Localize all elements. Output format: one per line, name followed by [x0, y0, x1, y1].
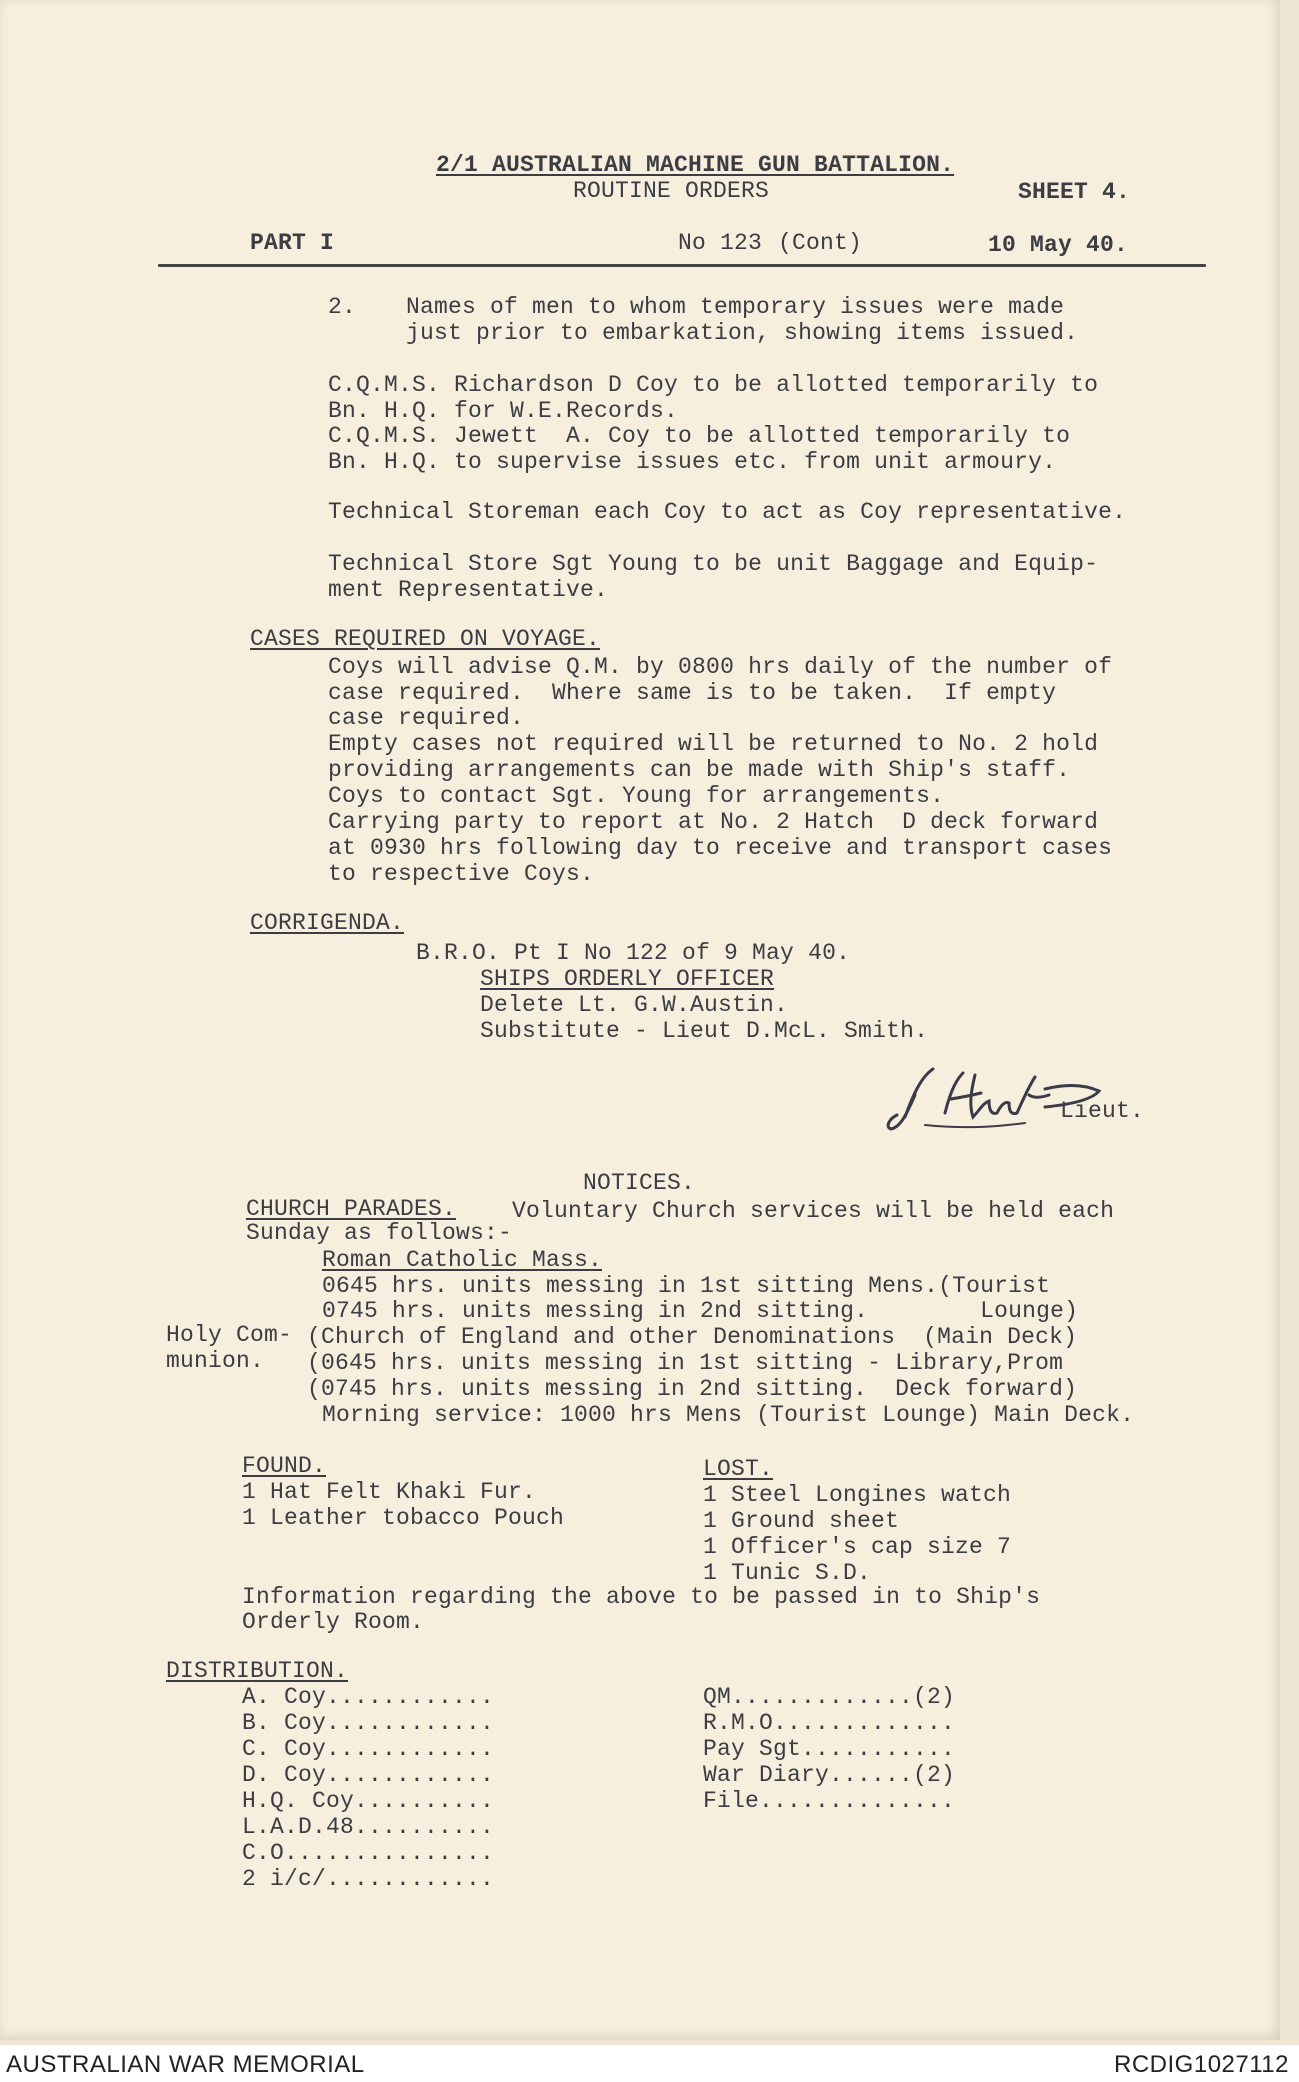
footer-record-id: RCDIG1027112: [1114, 2051, 1289, 2078]
signatory-rank: Lieut.: [1060, 1098, 1145, 1124]
info-line: Information regarding the above to be passed in to Ship's: [242, 1584, 1041, 1610]
footer-institution: AUSTRALIAN WAR MEMORIAL: [6, 2051, 365, 2078]
cases-line: Coys will advise Q.M. by 0800 hrs daily of the number of: [328, 654, 1113, 680]
lost-heading: LOST.: [703, 1456, 774, 1482]
distribution-left-item: L.A.D.48..........: [242, 1814, 495, 1840]
cases-line: providing arrangements can be made with Ship's staff.: [328, 757, 1071, 783]
item-number: 2.: [328, 294, 357, 320]
info-line: Orderly Room.: [242, 1609, 425, 1635]
item-line-1: Names of men to whom temporary issues were made: [406, 294, 1065, 320]
item-line-2: just prior to embarkation, showing items issued.: [406, 320, 1079, 346]
para-jewett-1: C.Q.M.S. Jewett A. Coy to be allotted temporarily to: [328, 423, 1071, 449]
cases-line: case required. Where same is to be taken. If empty: [328, 680, 1057, 706]
routine-orders-subtitle: ROUTINE ORDERS: [573, 178, 770, 204]
para-young-1: Technical Store Sgt Young to be unit Baggage and Equip-: [328, 551, 1099, 577]
cases-line: Coys to contact Sgt. Young for arrangements.: [328, 783, 945, 809]
found-item: 1 Hat Felt Khaki Fur.: [242, 1479, 537, 1505]
part-label: PART I: [250, 230, 335, 256]
holy-communion-label: munion.: [166, 1348, 265, 1374]
found-heading: FOUND.: [242, 1453, 327, 1479]
cases-line: to respective Coys.: [328, 861, 595, 887]
para-richardson-2: Bn. H.Q. for W.E.Records.: [328, 398, 679, 424]
archive-footer: [0, 2045, 1299, 2082]
battalion-title: 2/1 AUSTRALIAN MACHINE GUN BATTALION.: [436, 152, 955, 178]
corrigenda-delete: Delete Lt. G.W.Austin.: [480, 992, 789, 1018]
header-rule: [158, 264, 1206, 267]
rc-heading: Roman Catholic Mass.: [322, 1247, 603, 1273]
order-number: No 123: [678, 230, 763, 256]
cases-heading: CASES REQUIRED ON VOYAGE.: [250, 626, 601, 652]
para-richardson-1: C.Q.M.S. Richardson D Coy to be allotted temporarily to: [328, 372, 1099, 398]
distribution-left-item: B. Coy............: [242, 1710, 495, 1736]
corrigenda-heading: CORRIGENDA.: [250, 910, 405, 936]
found-item: 1 Leather tobacco Pouch: [242, 1505, 565, 1531]
distribution-left-item: 2 i/c/............: [242, 1866, 495, 1892]
lost-item: 1 Steel Longines watch: [703, 1482, 1012, 1508]
distribution-right-item: File..............: [703, 1788, 956, 1814]
lost-item: 1 Officer's cap size 7: [703, 1534, 1012, 1560]
corrigenda-subheading: SHIPS ORDERLY OFFICER: [480, 966, 775, 992]
distribution-left-item: C.O...............: [242, 1840, 495, 1866]
distribution-left-item: A. Coy............: [242, 1684, 495, 1710]
rc-line: 0645 hrs. units messing in 1st sitting Mens.(Tourist: [322, 1273, 1051, 1299]
distribution-right-item: QM.............(2): [703, 1684, 956, 1710]
distribution-left-item: H.Q. Coy..........: [242, 1788, 495, 1814]
order-date: 10 May 40.: [988, 232, 1129, 258]
notices-heading: NOTICES.: [583, 1170, 696, 1196]
coe-line: (0645 hrs. units messing in 1st sitting - Library,Prom: [307, 1350, 1064, 1376]
cases-line: Carrying party to report at No. 2 Hatch D deck forward: [328, 809, 1099, 835]
coe-line: (0745 hrs. units messing in 2nd sitting. Deck forward): [307, 1376, 1078, 1402]
rc-line: 0745 hrs. units messing in 2nd sitting. Lounge): [322, 1298, 1079, 1324]
sheet-number: SHEET 4.: [1018, 179, 1131, 205]
distribution-right-item: Pay Sgt...........: [703, 1736, 956, 1762]
distribution-right-item: War Diary......(2): [703, 1762, 956, 1788]
para-young-2: ment Representative.: [328, 577, 609, 603]
distribution-left-item: C. Coy............: [242, 1736, 495, 1762]
church-intro-2: Sunday as follows:-: [246, 1220, 513, 1246]
distribution-left-item: D. Coy............: [242, 1762, 495, 1788]
morning-service: Morning service: 1000 hrs Mens (Tourist Lounge) Main Deck.: [322, 1402, 1135, 1428]
lost-item: 1 Ground sheet: [703, 1508, 900, 1534]
corrigenda-ref: B.R.O. Pt I No 122 of 9 May 40.: [416, 940, 851, 966]
church-intro: Voluntary Church services will be held each: [484, 1198, 1115, 1224]
cases-line: at 0930 hrs following day to receive and transport cases: [328, 835, 1113, 861]
distribution-heading: DISTRIBUTION.: [166, 1658, 349, 1684]
holy-communion-label: Holy Com-: [166, 1322, 293, 1348]
para-jewett-2: Bn. H.Q. to supervise issues etc. from unit armoury.: [328, 449, 1057, 475]
cases-line: Empty cases not required will be returned to No. 2 hold: [328, 731, 1099, 757]
coe-heading: (Church of England and other Denominations (Main Deck): [307, 1324, 1078, 1350]
distribution-right-item: R.M.O.............: [703, 1710, 956, 1736]
corrigenda-substitute: Substitute - Lieut D.McL. Smith.: [480, 1018, 929, 1044]
cont-label: (Cont): [778, 230, 863, 256]
para-storeman: Technical Storeman each Coy to act as Coy representative.: [328, 499, 1127, 525]
church-heading: CHURCH PARADES.: [246, 1196, 457, 1222]
cases-line: case required.: [328, 705, 525, 731]
lost-item: 1 Tunic S.D.: [703, 1560, 872, 1586]
